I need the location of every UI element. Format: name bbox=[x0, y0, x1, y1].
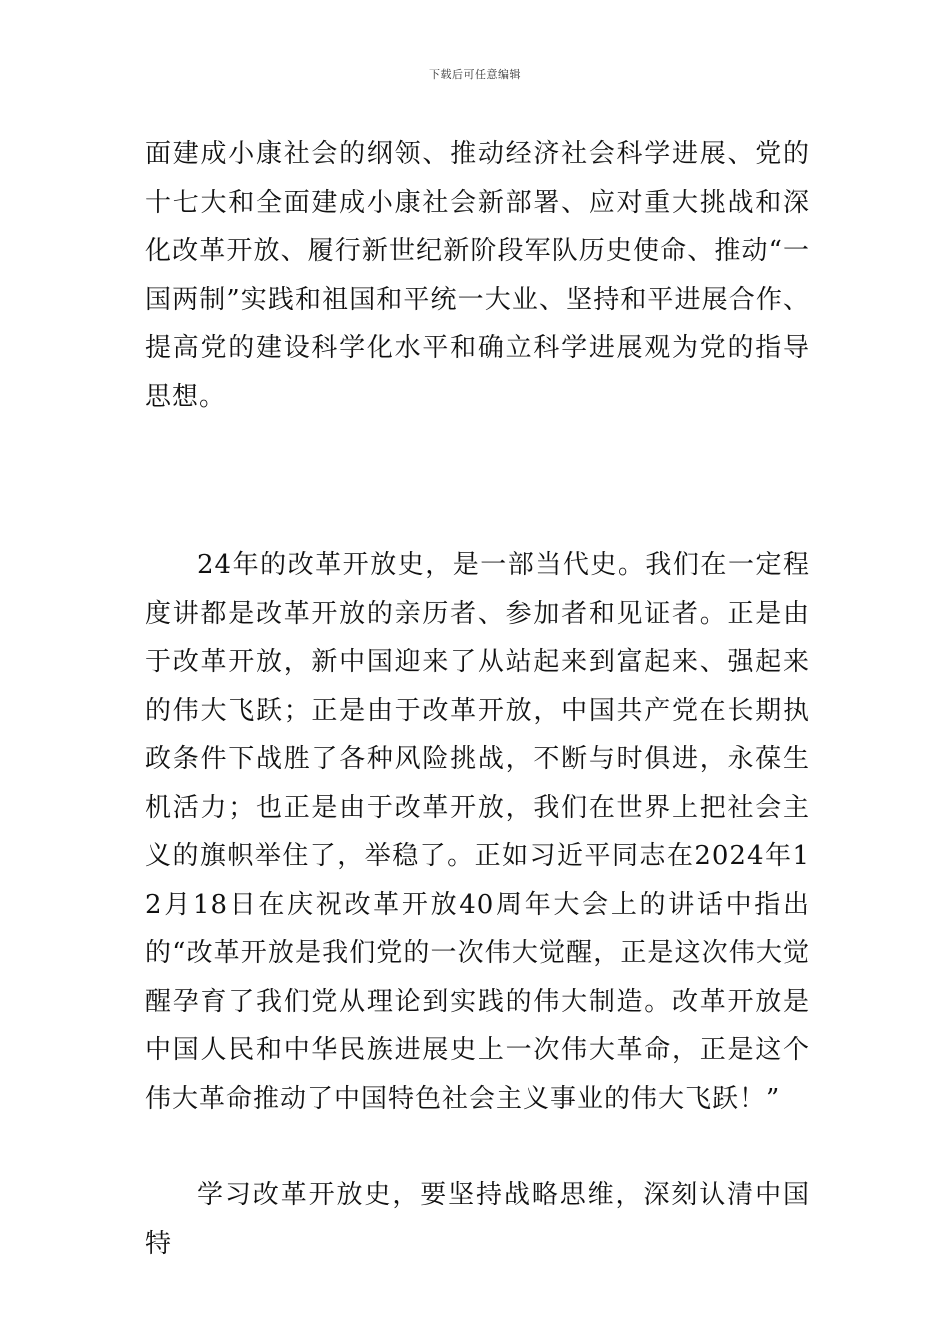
paragraph-spacer bbox=[145, 421, 810, 541]
paragraph-spacer bbox=[145, 1123, 810, 1171]
paragraph-reform-history: 24年的改革开放史，是一部当代史。我们在一定程度讲都是改革开放的亲历者、参加者和见证者。正是由于改革开放，新中国迎来了从站起来到富起来、强起来的伟大飞跃；正是由于改革开放，中国共产党在长期执政条件下战胜了各种风险挑战，不断与时俱进，永葆生机活力；也正是由于改革开放，我们在世界上把社会主义的旗帜举住了，举稳了。正如习近平同志在2024年12月18日在庆祝改革开放40周年大会上的讲话中指出的“改革开放是我们党的一次伟大觉醒，正是这次伟大觉醒孕育了我们党从理论到实践的伟大制造。改革开放是中国人民和中华民族进展史上一次伟大革命，正是这个伟大革命推动了中国特色社会主义事业的伟大飞跃！” bbox=[145, 550, 810, 1114]
paragraph-strategic-thinking: 学习改革开放史，要坚持战略思维，深刻认清中国特 bbox=[145, 1180, 810, 1259]
page-header: 下载后可任意编辑 bbox=[429, 68, 521, 81]
paragraph-continuation: 面建成小康社会的纲领、推动经济社会科学进展、党的十七大和全面建成小康社会新部署、应对重大挑战和深化改革开放、履行新世纪新阶段军队历史使命、推动“一国两制”实践和祖国和平统一大业、坚持和平进展合作、提高党的建设科学化水平和确立科学进展观为党的指导思想。 bbox=[145, 139, 810, 412]
document-body bbox=[145, 130, 810, 1268]
